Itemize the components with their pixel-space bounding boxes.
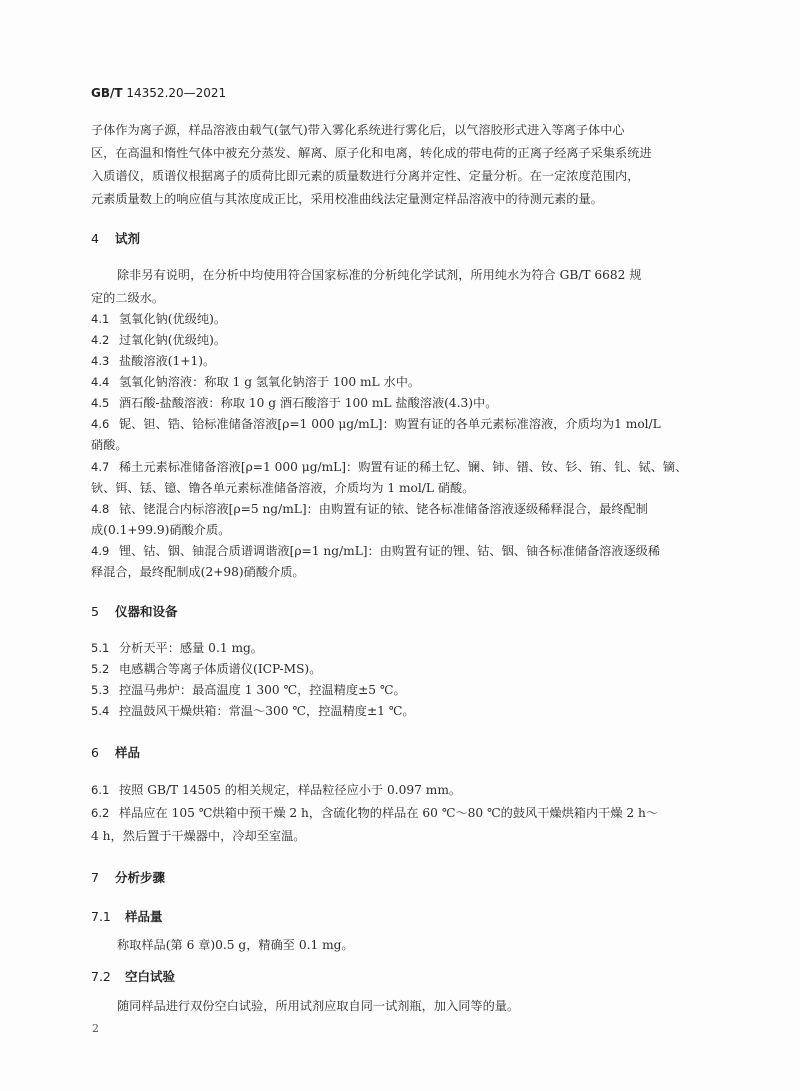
item-4-8-cont: 成(0.1+99.9)硝酸介质。 xyxy=(91,523,231,537)
section-4-heading: 4 试剂 xyxy=(91,231,141,246)
item-4-5: 4.5 酒石酸-盐酸溶液：称取 10 g 酒石酸溶于 100 mL 盐酸溶液(4.3)中。 xyxy=(91,396,498,410)
standard-prefix: GB/T xyxy=(91,86,123,100)
item-6-1: 6.1 按照 GB/T 14505 的相关规定，样品粒径应小于 0.097 mm。 xyxy=(91,783,462,797)
subsection-7-1-text: 称取样品(第 6 章)0.5 g，精确至 0.1 mg。 xyxy=(117,938,354,952)
item-6-2-cont: 4 h，然后置于干燥器中，冷却至室温。 xyxy=(91,829,306,843)
intro-line-4: 元素质量数上的响应值与其浓度成正比，采用校准曲线法定量测定样品溶液中的待测元素的量。 xyxy=(91,192,603,206)
item-6-2: 6.2 样品应在 105 ℃烘箱中预干燥 2 h，含硫化物的样品在 60 ℃～80 ℃的鼓风干燥烘箱内干燥 2 h～ xyxy=(91,806,659,820)
intro-line-1: 子体作为离子源，样品溶液由载气(氩气)带入雾化系统进行雾化后，以气溶胶形式进入等离子体中心 xyxy=(91,123,625,137)
subsection-7-2-heading: 7.2 空白试验 xyxy=(91,969,176,984)
standard-number: 14352.20—2021 xyxy=(122,86,227,100)
item-4-1: 4.1 氢氧化钠(优级纯)。 xyxy=(91,312,227,326)
item-4-7: 4.7 稀土元素标准储备溶液[ρ=1 000 μg/mL]：购置有证的稀土钇、镧、铈、镨、钕、钐、铕、钆、铽、镝、 xyxy=(91,460,688,474)
subsection-7-2-text: 随同样品进行双份空白试验，所用试剂应取自同一试剂瓶，加入同等的量。 xyxy=(117,999,520,1013)
item-5-1: 5.1 分析天平：感量 0.1 mg。 xyxy=(91,641,263,655)
intro-line-3: 入质谱仪，质谱仪根据离子的质荷比即元素的质量数进行分离并定性、定量分析。在一定浓度范围内， xyxy=(91,169,640,183)
item-4-3: 4.3 盐酸溶液(1+1)。 xyxy=(91,354,216,368)
item-4-7-cont: 钬、铒、铥、镱、镥各单元素标准储备溶液，介质均为 1 mol/L 硝酸。 xyxy=(91,481,475,495)
s4-intro-line-1: 除非另有说明，在分析中均使用符合国家标准的分析纯化学试剂，所用纯水为符合 GB/T 6682 规 xyxy=(117,268,642,282)
item-5-3: 5.3 控温马弗炉：最高温度 1 300 ℃，控温精度±5 ℃。 xyxy=(91,683,406,697)
item-4-6: 4.6 铌、钽、锆、铪标准储备溶液[ρ=1 000 μg/mL]：购置有证的各单元素标准溶液，介质均为1 mol/L xyxy=(91,417,661,431)
section-7-heading: 7 分析步骤 xyxy=(91,870,166,885)
item-4-8: 4.8 铱、铑混合内标溶液[ρ=5 ng/mL]：由购置有证的铱、铑各标准储备溶液逐级稀释混合，最终配制 xyxy=(91,502,648,516)
section-6-heading: 6 样品 xyxy=(91,745,141,760)
standard-code-header xyxy=(91,86,226,100)
section-5-heading: 5 仪器和设备 xyxy=(91,604,178,619)
item-4-4: 4.4 氢氧化钠溶液：称取 1 g 氢氧化钠溶于 100 mL 水中。 xyxy=(91,375,421,389)
item-4-9-cont: 释混合，最终配制成(2+98)硝酸介质。 xyxy=(91,565,305,579)
item-4-6-cont: 硝酸。 xyxy=(91,438,128,452)
s4-intro-line-2: 定的二级水。 xyxy=(91,291,165,305)
item-5-2: 5.2 电感耦合等离子体质谱仪(ICP-MS)。 xyxy=(91,662,322,676)
intro-line-2: 区，在高温和惰性气体中被充分蒸发、解离、原子化和电离，转化成的带电荷的正离子经离子采集系统进 xyxy=(91,146,652,160)
item-5-4: 5.4 控温鼓风干燥烘箱：常温～300 ℃，控温精度±1 ℃。 xyxy=(91,704,415,718)
subsection-7-1-heading: 7.1 样品量 xyxy=(91,909,163,924)
item-4-2: 4.2 过氧化钠(优级纯)。 xyxy=(91,333,227,347)
item-4-9: 4.9 锂、钴、铟、铀混合质谱调谐液[ρ=1 ng/mL]：由购置有证的锂、钴、铟、铀各标准储备溶液逐级稀 xyxy=(91,544,661,558)
page-number: 2 xyxy=(92,1022,99,1035)
